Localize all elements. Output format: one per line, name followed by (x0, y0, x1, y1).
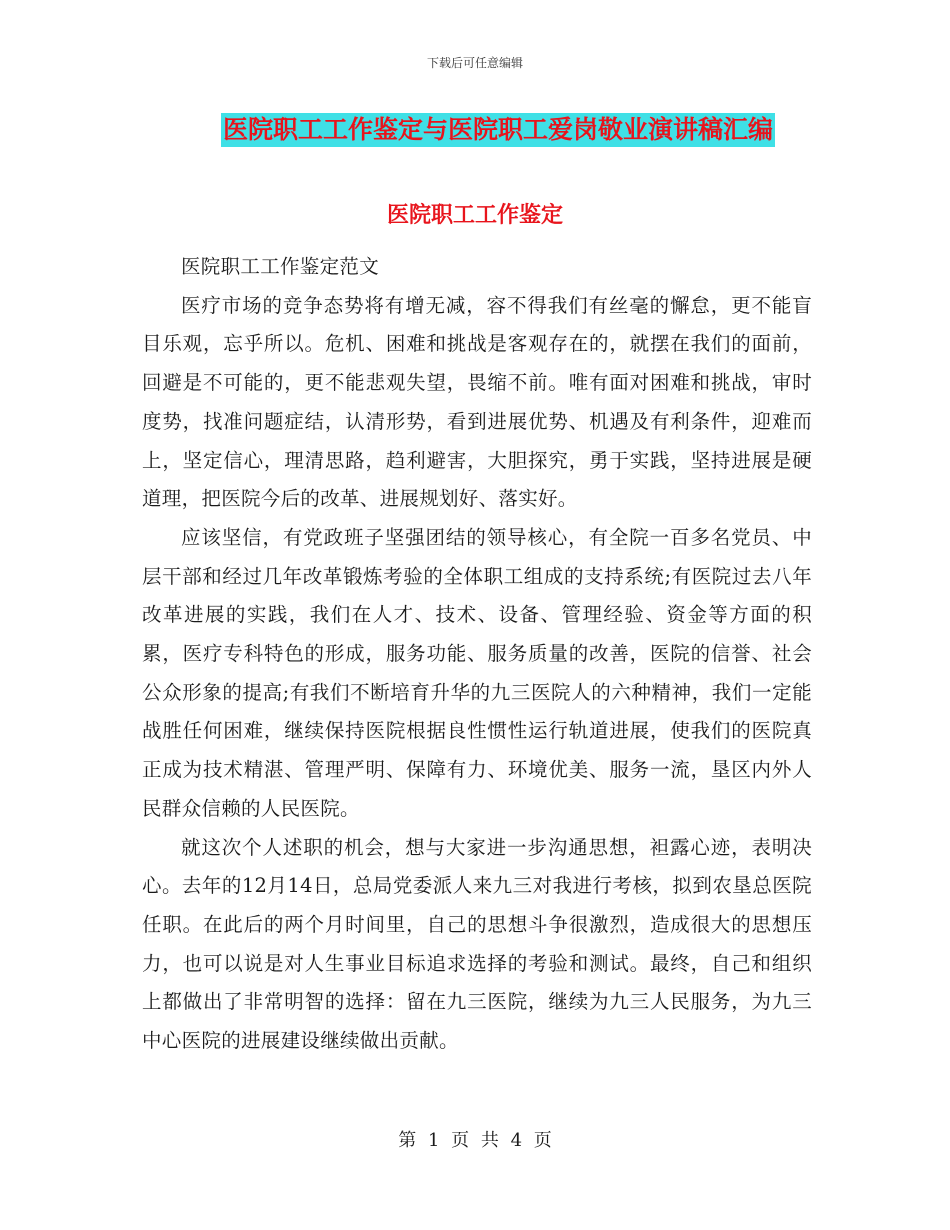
paragraph-subtitle: 医院职工工作鉴定范文 (181, 255, 380, 278)
page-number-footer: 第 1 页 共 4 页 (398, 1130, 552, 1151)
document-body (142, 248, 812, 1061)
paragraph: 就这次个人述职的机会，想与大家进一步沟通思想，袒露心迹，表明决心。去年的12月14日，总局党委派人来九三对我进行考核，拟到农垦总医院任职。在此后的两个月时间里，自己的思想斗争很激烈，造成很大的思想压力，也可以说是对人生事业目标追求选择的考验和测试。最终，自己和组织上都做出了非常明智的选择：留在九三医院，继续为九三人民服务，为九三中心医院的进展建设继续做出贡献。 (142, 835, 812, 1053)
document-title-container (0, 113, 950, 147)
section-title: 医院职工工作鉴定 (386, 203, 563, 228)
document-title: 医院职工工作鉴定与医院职工爱岗敬业演讲稿汇编 (221, 113, 775, 147)
paragraph: 应该坚信，有党政班子坚强团结的领导核心，有全院一百多名党员、中层干部和经过几年改革锻炼考验的全体职工组成的支持系统;有医院过去八年改革进展的实践，我们在人才、技术、设备、管理经验、资金等方面的积累，医疗专科特色的形成，服务功能、服务质量的改善，医院的信誉、社会公众形象的提高;有我们不断培育升华的九三医院人的六种精神，我们一定能战胜任何困难，继续保持医院根据良性惯性运行轨道进展，使我们的医院真正成为技术精湛、管理严明、保障有力、环境优美、服务一流，垦区内外人民群众信赖的人民医院。 (142, 525, 812, 820)
page-header-note: 下载后可任意编辑 (426, 56, 523, 70)
paragraph: 医疗市场的竞争态势将有增无减，容不得我们有丝毫的懈怠，更不能盲目乐观，忘乎所以。危机、困难和挑战是客观存在的，就摆在我们的面前，回避是不可能的，更不能悲观失望，畏缩不前。唯有面对困难和挑战，审时度势，找准问题症结，认清形势，看到进展优势、机遇及有利条件，迎难而上，坚定信心，理清思路，趋利避害，大胆探究，勇于实践，坚持进展是硬道理，把医院今后的改革、进展规划好、落实好。 (142, 293, 812, 511)
